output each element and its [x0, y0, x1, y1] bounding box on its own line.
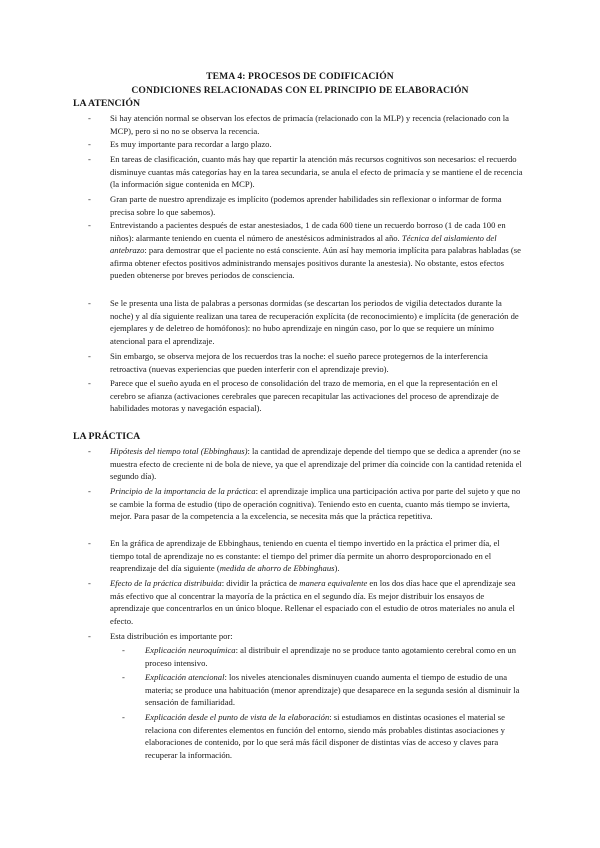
item-text: Parece que el sueño ayuda en el proceso de consolidación del trazo de memoria, en el que la representación en el cerebro se afianza (activaciones cerebrales que parecen recapitular las activaciones del proceso de aprendizaje de habilidades motoras y navegación espacial). [110, 378, 499, 414]
list-item [88, 112, 524, 137]
item-text: Principio de la importancia de la práctica: el aprendizaje implica una participación activa por parte del sujeto y que no se cambie la forma de estudio (tipo de operación cognitiva). Teniendo esto en cuenta, cuanto más tiempo se invierta, mejor. Para pasar de la competencia a la excelencia, se necesita más que la práctica repetitiva. [110, 486, 521, 522]
list-item [88, 445, 524, 483]
list-item [88, 577, 524, 627]
item-text: Es muy importante para recordar a largo plazo. [110, 139, 272, 149]
item-text: Explicación desde el punto de vista de la elaboración: si estudiamos en distintas ocasiones el material se relaciona con diferentes elementos en función del entorno, siendo más probables distintas asociaciones y elaboraciones de contenido, por lo que será más fácil disponer de distintas vías de acceso y claves para recuperar la información. [145, 712, 505, 760]
section-heading-atencion: LA ATENCIÓN [73, 98, 141, 109]
item-text: Sin embargo, se observa mejora de los recuerdos tras la noche: el sueño parece protegernos de la interferencia retroactiva (nuevas experiencias que pueden interferir con el aprendizaje previo). [110, 351, 488, 374]
list-item [88, 350, 524, 375]
bullet-dash: - [88, 154, 91, 164]
list-item [88, 630, 524, 643]
bullet-dash: - [88, 351, 91, 361]
item-text: Si hay atención normal se observan los efectos de primacía (relacionado con la MLP) y recencia (relacionado con la MCP), pero si no no se observa la recencia. [110, 113, 509, 136]
bullet-dash: - [88, 578, 91, 588]
item-text: Se le presenta una lista de palabras a personas dormidas (se descartan los periodos de vigilia detectados durante la noche) y al día siguiente realizan una tarea de recuperación explícita (de reconocimiento) e implícita (de generación de ejemplares y de deletreo de homófonos): no hubo aprendizaje en ningún caso, por lo que se requiere un mínimo atencional para el aprendizaje. [110, 298, 519, 346]
bullet-dash: - [122, 672, 125, 682]
bullet-dash: - [88, 139, 91, 149]
item-text: En tareas de clasificación, cuanto más hay que repartir la atención más recursos cognitivos son necesarios: el recuerdo disminuye cuantas más categorías hay en la tarea secundaria, se anula el efecto de primacía y se mantiene el de recencia (la información sigue contenida en MCP). [110, 154, 523, 190]
bullet-dash: - [88, 446, 91, 456]
bullet-dash: - [122, 712, 125, 722]
section-heading-practica: LA PRÁCTICA [73, 431, 141, 442]
list-item [88, 537, 524, 575]
list-item [88, 219, 524, 282]
item-text: Explicación neuroquímica: al distribuir el aprendizaje no se produce tanto agotamiento cerebral como en un proceso intensivo. [145, 645, 516, 668]
list-item [88, 485, 524, 523]
bullet-dash: - [88, 194, 91, 204]
bullet-dash: - [88, 220, 91, 230]
page-title: TEMA 4: PROCESOS DE CODIFICACIÓN [206, 71, 394, 82]
item-text: Entrevistando a pacientes después de estar anestesiados, 1 de cada 600 tiene un recuerdo borroso (1 de cada 100 en niños): alarmante teniendo en cuenta el número de anestésicos administrados al año. Técnica del aislamiento del antebrazo: para demostrar que el paciente no está consciente. Aún así hay memoria implícita para palabras habladas (se afirma obtener efectos positivos administrando mensajes positivos durante la anestesia). No obstante, estos efectos pueden obtenerse por breves periodos de consciencia. [110, 220, 521, 281]
list-item [88, 153, 524, 191]
bullet-dash: - [88, 538, 91, 548]
list-item [88, 377, 524, 415]
item-text: Hipótesis del tiempo total (Ebbinghaus): la cantidad de aprendizaje depende del tiempo que se dedica a aprender (no se muestra efecto de creciente ni de bola de nieve, ya que el aprendizaje del primer día coincide con la cantidad retenida el segundo día). [110, 446, 522, 482]
sub-list-item [122, 644, 524, 669]
item-text: Esta distribución es importante por: [110, 631, 233, 641]
list-item [88, 138, 524, 151]
list-item [88, 297, 524, 347]
bullet-dash: - [88, 298, 91, 308]
bullet-dash: - [88, 631, 91, 641]
item-text: Efecto de la práctica distribuida: dividir la práctica de manera equivalente en los dos días hace que el aprendizaje sea más efectivo que al concentrar la mayoría de la práctica en el segundo día. Es mejor distribuir los ensayos de aprendizaje que concentrarlos en un único bloque. Rellenar el espaciado con el estudio de otros materiales no anula el efecto. [110, 578, 516, 626]
item-text: Gran parte de nuestro aprendizaje es implícito (podemos aprender habilidades sin reflexionar o informar de forma precisa sobre lo que sabemos). [110, 194, 502, 217]
list-item [88, 193, 524, 218]
sub-list-item [122, 671, 524, 709]
sub-list-item [122, 711, 524, 761]
page-subtitle: CONDICIONES RELACIONADAS CON EL PRINCIPIO DE ELABORACIÓN [131, 85, 469, 96]
item-text: En la gráfica de aprendizaje de Ebbinghaus, teniendo en cuenta el tiempo invertido en la práctica el primer día, el tiempo total de aprendizaje no es constante: el tiempo del primer día permite un ahorro desproporcionado en el reaprendizaje del día siguiente (medida de ahorro de Ebbinghaus). [110, 538, 500, 574]
item-text: Explicación atencional: los niveles atencionales disminuyen cuando aumenta el tiempo de estudio de una materia; se produce una habituación (menor aprendizaje) que desaparece en la segunda sesión al disminuir la sensación de familiaridad. [145, 672, 520, 708]
bullet-dash: - [88, 486, 91, 496]
bullet-dash: - [88, 113, 91, 123]
bullet-dash: - [122, 645, 125, 655]
bullet-dash: - [88, 378, 91, 388]
